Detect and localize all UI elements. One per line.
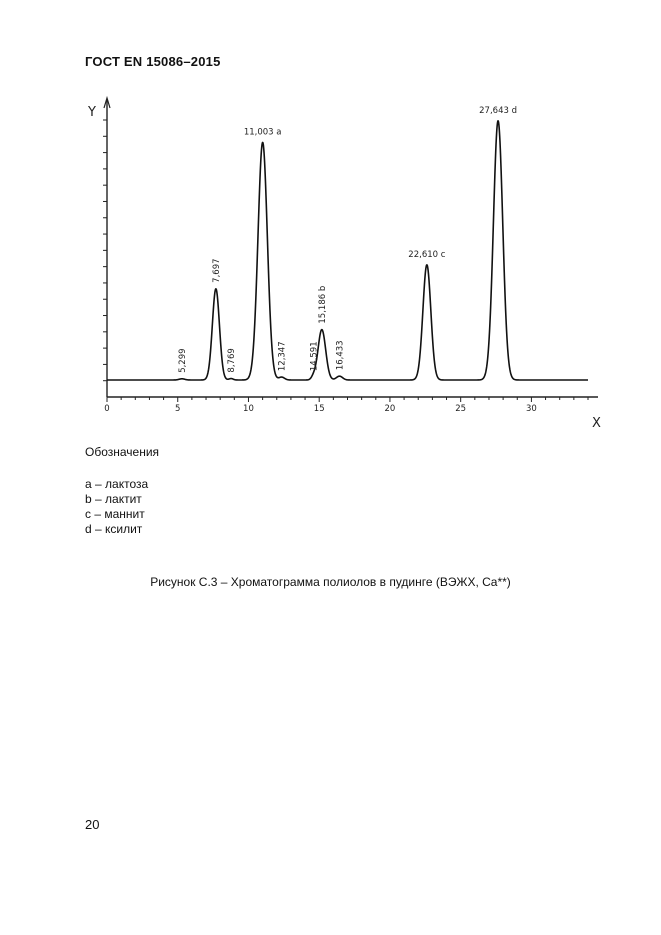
peak-label-5,299: 5,299: [177, 348, 188, 373]
x-axis: [104, 397, 598, 414]
series-group: [107, 121, 588, 380]
legend-item-c: c – маннит: [85, 507, 145, 521]
legend: [85, 445, 159, 537]
x-tick-label: 0: [104, 404, 110, 414]
peak-label-15,186: 15,186 b: [317, 285, 328, 324]
x-tick-label: 15: [313, 404, 325, 414]
peak-label-22,610: 22,610 c: [408, 249, 446, 260]
figure-caption: Рисунок С.3 – Хроматограмма полиолов в пудинге (ВЭЖХ, Ca**): [150, 575, 511, 589]
peak-label-14,591: 14,591: [309, 341, 320, 372]
peak-label-16,433: 16,433: [335, 340, 346, 371]
legend-title: Обозначения: [85, 445, 160, 459]
x-tick-label: 5: [175, 404, 181, 414]
y-axis: [103, 98, 110, 397]
peak-label-27,643: 27,643 d: [479, 105, 517, 116]
chromatogram-trace: [107, 121, 588, 380]
peak-label-12,347: 12,347: [277, 341, 288, 372]
x-tick-label: 30: [525, 404, 537, 414]
peak-labels: [178, 106, 517, 373]
peak-label-8,769: 8,769: [227, 348, 238, 373]
legend-item-a: a – лактоза: [85, 477, 149, 491]
chromatogram-chart: [0, 0, 661, 440]
legend-item-b: b – лактит: [85, 492, 142, 506]
document-header: ГОСТ EN 15086–2015: [85, 54, 221, 69]
x-tick-label: 20: [384, 404, 396, 414]
x-axis-title: X: [592, 416, 601, 431]
page-number: 20: [85, 817, 100, 832]
peak-label-11,003: 11,003 a: [243, 127, 282, 138]
legend-item-d: d – ксилит: [85, 522, 143, 536]
y-axis-title: Y: [88, 105, 96, 120]
x-tick-label: 25: [455, 404, 467, 414]
x-tick-label: 10: [243, 404, 254, 414]
peak-label-7,697: 7,697: [211, 258, 222, 283]
